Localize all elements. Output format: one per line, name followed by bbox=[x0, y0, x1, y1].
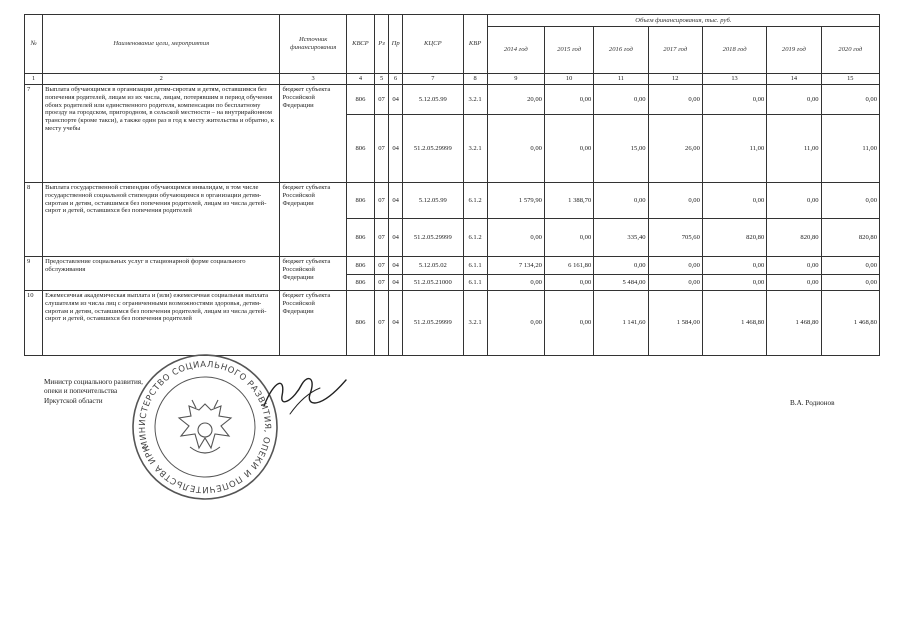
cell-value: 0,00 bbox=[648, 257, 702, 275]
row-name: Ежемесячная академическая выплата и (или) ежемесячная социальная выплата слушателям из числа лиц с ограниченными возможностями здоровья, детям-сиротам и детям, оставшимся без попечения родителей, лицам из числа детей-сирот и детей, оставшихся без попечения родителей bbox=[43, 291, 280, 356]
cell-value: 5 484,00 bbox=[594, 275, 648, 291]
cell-value: 0,00 bbox=[821, 183, 879, 219]
cell-value: 0,00 bbox=[648, 275, 702, 291]
row-number: 10 bbox=[25, 291, 43, 356]
cell-value: 6 161,80 bbox=[544, 257, 593, 275]
cell-value: 0,00 bbox=[767, 85, 821, 115]
cell-pr: 04 bbox=[389, 85, 403, 115]
cell-value: 0,00 bbox=[544, 291, 593, 356]
table-row bbox=[25, 183, 880, 219]
cell-rz: 07 bbox=[375, 85, 389, 115]
cell-value: 1 579,90 bbox=[487, 183, 544, 219]
row-number: 9 bbox=[25, 257, 43, 291]
cell-rz: 07 bbox=[375, 219, 389, 257]
header-no: № bbox=[25, 15, 43, 74]
row-number: 8 bbox=[25, 183, 43, 257]
cell-value: 1 468,80 bbox=[767, 291, 821, 356]
cell-kcsr: 5.12.05.99 bbox=[403, 183, 463, 219]
cell-kcsr: 5.12.05.99 bbox=[403, 85, 463, 115]
cell-pr: 04 bbox=[389, 275, 403, 291]
header-rz: Рз bbox=[375, 15, 389, 74]
cell-value: 0,00 bbox=[702, 183, 766, 219]
cell-value: 0,00 bbox=[702, 257, 766, 275]
cell-value: 1 468,80 bbox=[702, 291, 766, 356]
cell-kvsr: 806 bbox=[346, 85, 374, 115]
column-number: 12 bbox=[648, 74, 702, 85]
table-row bbox=[25, 291, 880, 356]
official-seal-icon bbox=[130, 352, 280, 502]
cell-kvr: 6.1.2 bbox=[463, 219, 487, 257]
cell-kvsr: 806 bbox=[346, 115, 374, 183]
cell-kvsr: 806 bbox=[346, 275, 374, 291]
cell-rz: 07 bbox=[375, 183, 389, 219]
cell-value: 15,00 bbox=[594, 115, 648, 183]
svg-text:МИНИСТЕРСТВО СОЦИАЛЬНОГО РАЗВИ bbox=[130, 352, 280, 502]
cell-value: 1 141,60 bbox=[594, 291, 648, 356]
cell-value: 0,00 bbox=[544, 85, 593, 115]
cell-pr: 04 bbox=[389, 219, 403, 257]
cell-value: 0,00 bbox=[487, 275, 544, 291]
cell-value: 0,00 bbox=[594, 85, 648, 115]
cell-kvr: 3.2.1 bbox=[463, 115, 487, 183]
cell-value: 0,00 bbox=[821, 85, 879, 115]
cell-kcsr: 51.2.05.29999 bbox=[403, 291, 463, 356]
cell-value: 820,80 bbox=[702, 219, 766, 257]
header-year: 2018 год bbox=[702, 27, 766, 74]
column-number: 2 bbox=[43, 74, 280, 85]
cell-value: 0,00 bbox=[487, 291, 544, 356]
row-source: бюджет субъекта Российской Федерации bbox=[280, 183, 346, 257]
row-name: Выплата обучающимся в организации детям-сиротам и детям, оставшимся без попечения родителей, лицам из их числа, лицам, потерявшим в период обучения обоих родителей или единственного родителя, компенсации по бесплатному проезду на городском, пригородном, в сельской местности – на внутрирайонном транспорте (кроме такси), а также один раз в год к месту жительства и обратно, к месту учебы bbox=[43, 85, 280, 183]
cell-value: 11,00 bbox=[702, 115, 766, 183]
column-number: 14 bbox=[767, 74, 821, 85]
column-number: 10 bbox=[544, 74, 593, 85]
header-year: 2014 год bbox=[487, 27, 544, 74]
column-number: 5 bbox=[375, 74, 389, 85]
cell-kvr: 6.1.1 bbox=[463, 257, 487, 275]
header-kvsr: КВСР bbox=[346, 15, 374, 74]
cell-value: 0,00 bbox=[702, 275, 766, 291]
cell-kvr: 3.2.1 bbox=[463, 85, 487, 115]
position-line: Министр социального развития, bbox=[44, 378, 143, 386]
column-number: 1 bbox=[25, 74, 43, 85]
cell-rz: 07 bbox=[375, 257, 389, 275]
header-year: 2019 год bbox=[767, 27, 821, 74]
header-kvr: КВР bbox=[463, 15, 487, 74]
column-number: 9 bbox=[487, 74, 544, 85]
row-number: 7 bbox=[25, 85, 43, 183]
row-source: бюджет субъекта Российской Федерации bbox=[280, 85, 346, 183]
cell-kvsr: 806 bbox=[346, 183, 374, 219]
cell-kvsr: 806 bbox=[346, 257, 374, 275]
header-year: 2016 год bbox=[594, 27, 648, 74]
cell-value: 0,00 bbox=[648, 183, 702, 219]
header-year: 2015 год bbox=[544, 27, 593, 74]
cell-value: 1 584,00 bbox=[648, 291, 702, 356]
cell-pr: 04 bbox=[389, 115, 403, 183]
row-source: бюджет субъекта Российской Федерации bbox=[280, 257, 346, 291]
cell-value: 0,00 bbox=[594, 257, 648, 275]
header-kcsr: КЦСР bbox=[403, 15, 463, 74]
cell-value: 820,80 bbox=[821, 219, 879, 257]
table-row bbox=[25, 85, 880, 115]
header-year: 2020 год bbox=[821, 27, 879, 74]
cell-pr: 04 bbox=[389, 291, 403, 356]
cell-value: 0,00 bbox=[487, 115, 544, 183]
cell-value: 0,00 bbox=[487, 219, 544, 257]
cell-kcsr: 5.12.05.02 bbox=[403, 257, 463, 275]
cell-value: 0,00 bbox=[648, 85, 702, 115]
cell-kvsr: 806 bbox=[346, 219, 374, 257]
cell-value: 705,60 bbox=[648, 219, 702, 257]
table-row bbox=[25, 257, 880, 275]
cell-value: 0,00 bbox=[544, 115, 593, 183]
column-number-row bbox=[25, 74, 880, 85]
row-source: бюджет субъекта Российской Федерации bbox=[280, 291, 346, 356]
cell-value: 0,00 bbox=[544, 219, 593, 257]
cell-kvr: 6.1.2 bbox=[463, 183, 487, 219]
cell-rz: 07 bbox=[375, 291, 389, 356]
row-name: Предоставление социальных услуг в стационарной форме социального обслуживания bbox=[43, 257, 280, 291]
cell-value: 11,00 bbox=[821, 115, 879, 183]
cell-value: 0,00 bbox=[767, 183, 821, 219]
header-pr: Пр bbox=[389, 15, 403, 74]
cell-value: 26,00 bbox=[648, 115, 702, 183]
column-number: 8 bbox=[463, 74, 487, 85]
cell-value: 820,80 bbox=[767, 219, 821, 257]
column-number: 3 bbox=[280, 74, 346, 85]
header-year: 2017 год bbox=[648, 27, 702, 74]
funding-table bbox=[24, 14, 880, 356]
cell-kvsr: 806 bbox=[346, 291, 374, 356]
cell-kcsr: 51.2.05.29999 bbox=[403, 115, 463, 183]
signatory-position bbox=[44, 378, 143, 406]
column-number: 6 bbox=[389, 74, 403, 85]
cell-kcsr: 51.2.05.29999 bbox=[403, 219, 463, 257]
cell-pr: 04 bbox=[389, 183, 403, 219]
cell-value: 0,00 bbox=[821, 275, 879, 291]
signatory-name: В.А. Родионов bbox=[790, 399, 835, 407]
column-number: 11 bbox=[594, 74, 648, 85]
handwritten-signature-icon bbox=[260, 370, 350, 420]
header-source: Источник финансирования bbox=[280, 15, 346, 74]
cell-value: 335,40 bbox=[594, 219, 648, 257]
cell-value: 11,00 bbox=[767, 115, 821, 183]
cell-value: 0,00 bbox=[767, 257, 821, 275]
cell-kvr: 6.1.1 bbox=[463, 275, 487, 291]
cell-value: 20,00 bbox=[487, 85, 544, 115]
cell-value: 0,00 bbox=[702, 85, 766, 115]
cell-pr: 04 bbox=[389, 257, 403, 275]
cell-value: 7 134,20 bbox=[487, 257, 544, 275]
seal-text: МИНИСТЕРСТВО СОЦИАЛЬНОГО РАЗВИТИЯ, ОПЕКИ И ПОПЕЧИТЕЛЬСТВА ИРКУТСКОЙ bbox=[137, 359, 273, 495]
cell-value: 0,00 bbox=[544, 275, 593, 291]
cell-kvr: 3.2.1 bbox=[463, 291, 487, 356]
column-number: 13 bbox=[702, 74, 766, 85]
position-line: опеки и попечительства bbox=[44, 387, 118, 396]
cell-rz: 07 bbox=[375, 275, 389, 291]
position-line: Иркутской области bbox=[44, 396, 103, 405]
cell-kcsr: 51.2.05.21000 bbox=[403, 275, 463, 291]
column-number: 7 bbox=[403, 74, 463, 85]
cell-value: 0,00 bbox=[767, 275, 821, 291]
column-number: 15 bbox=[821, 74, 879, 85]
cell-value: 1 388,70 bbox=[544, 183, 593, 219]
cell-value: 0,00 bbox=[821, 257, 879, 275]
cell-rz: 07 bbox=[375, 115, 389, 183]
header-name: Наименование цели, мероприятия bbox=[43, 15, 280, 74]
cell-value: 1 468,80 bbox=[821, 291, 879, 356]
column-number: 4 bbox=[346, 74, 374, 85]
row-name: Выплата государственной стипендии обучающимся инвалидам, в том числе государственной социальной стипендии обучающимся в организации детям-сиротам и детям, оставшимся без попечения родителей, лицам из числа детей-сирот и детей, оставшихся без попечения родителей bbox=[43, 183, 280, 257]
header-funding: Объем финансирования, тыс. руб. bbox=[487, 15, 879, 27]
cell-value: 0,00 bbox=[594, 183, 648, 219]
